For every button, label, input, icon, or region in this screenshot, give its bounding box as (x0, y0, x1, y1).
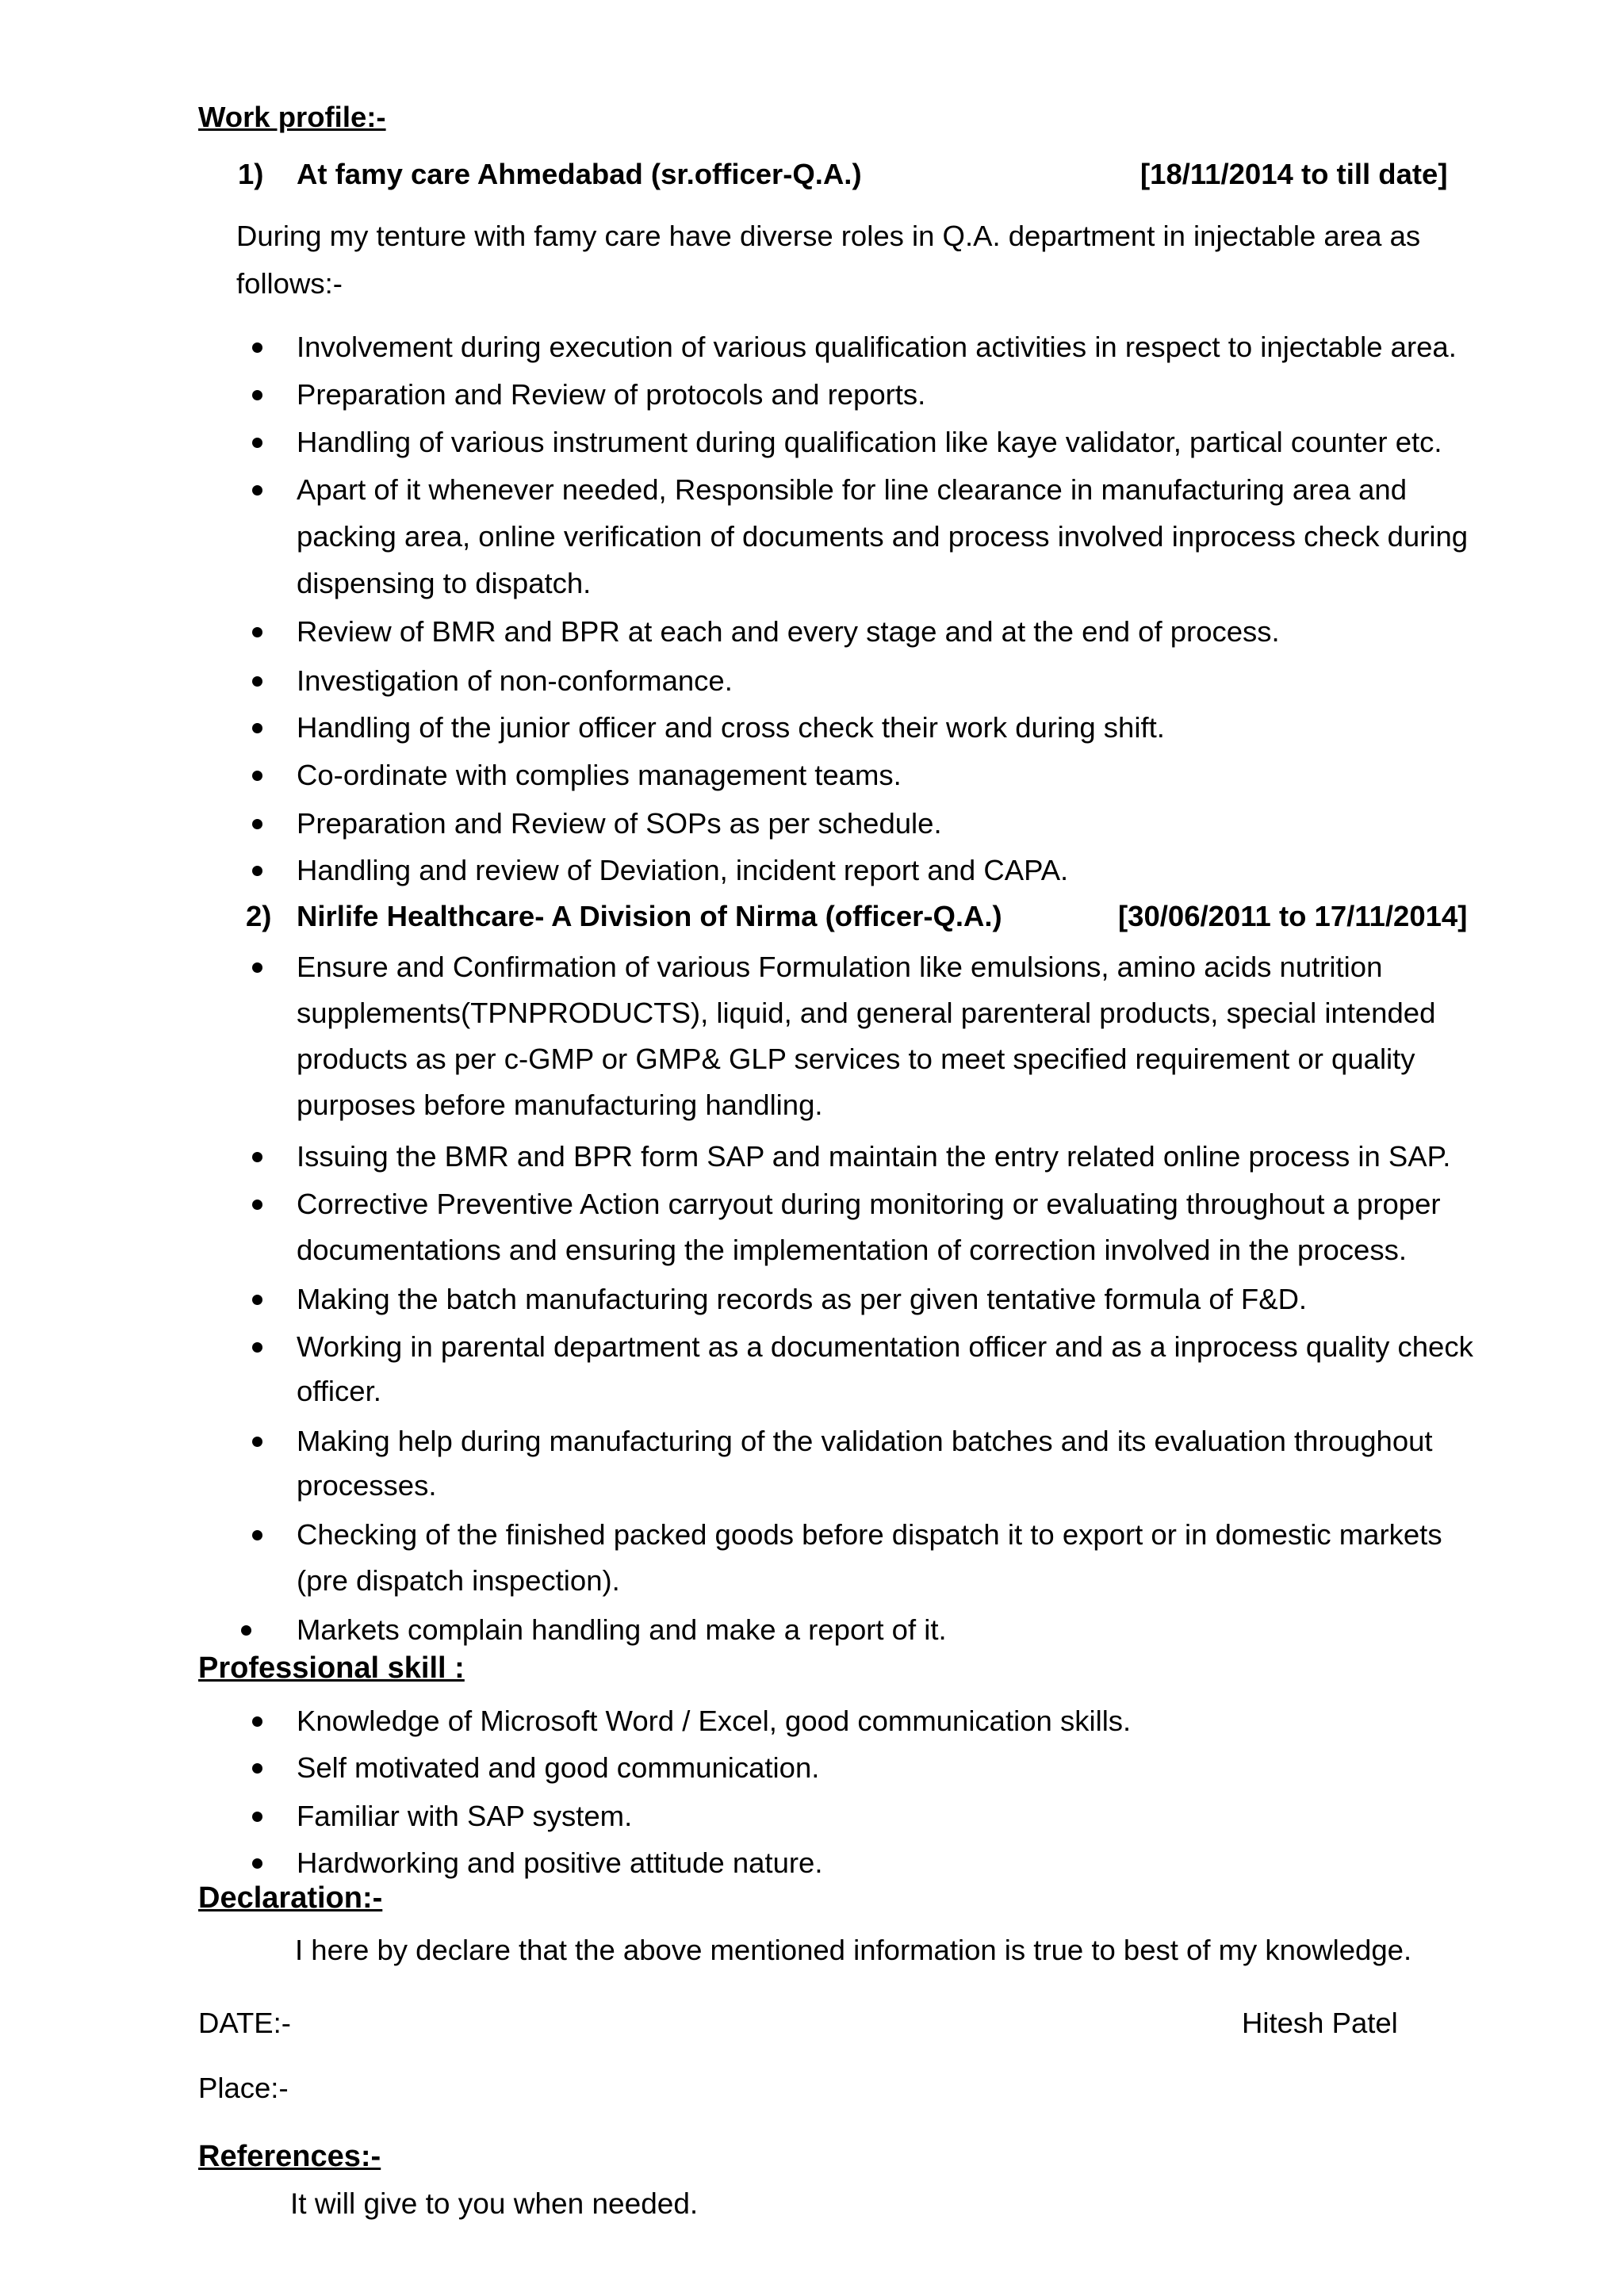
list-item-continuation: dispensing to dispatch. (297, 567, 592, 599)
bullet-icon (252, 438, 262, 448)
job2-title: Nirlife Healthcare- A Division of Nirma (officer-Q.A.) (297, 900, 1002, 932)
job1-intro-line2: follows:- (236, 267, 343, 300)
bullet-icon (252, 1437, 262, 1447)
bullet-icon (252, 1812, 262, 1822)
bullet-icon (252, 962, 262, 973)
list-item: Handling of the junior officer and cross check their work during shift. (297, 711, 1165, 744)
bullet-icon (252, 1530, 262, 1540)
bullet-icon (252, 676, 262, 687)
bullet-icon (252, 1200, 262, 1210)
job1-dates: [18/11/2014 to till date] (1140, 158, 1448, 190)
job2-number: 2) (246, 900, 272, 932)
declaration-text: I here by declare that the above mentioned information is true to best of my knowledge. (295, 1934, 1412, 1966)
declaration-heading: Declaration:- (198, 1881, 383, 1915)
bullet-icon (252, 342, 262, 353)
bullet-icon (252, 1295, 262, 1305)
bullet-icon (252, 485, 262, 496)
list-item-continuation: (pre dispatch inspection). (297, 1564, 620, 1597)
professional-skill-heading: Professional skill : (198, 1651, 465, 1685)
list-item: Preparation and Review of protocols and reports. (297, 378, 926, 411)
list-item-continuation: officer. (297, 1375, 381, 1407)
bullet-icon (252, 1152, 262, 1162)
bullet-icon (252, 1342, 262, 1353)
list-item: Checking of the finished packed goods before dispatch it to export or in domestic markets (297, 1518, 1442, 1551)
list-item: Investigation of non-conformance. (297, 664, 733, 697)
bullet-icon (252, 1716, 262, 1727)
list-item: Familiar with SAP system. (297, 1800, 633, 1832)
place-label: Place:- (198, 2072, 289, 2104)
list-item: Issuing the BMR and BPR form SAP and maintain the entry related online process in SAP. (297, 1140, 1451, 1173)
job1-number: 1) (238, 158, 264, 190)
list-item: Involvement during execution of various qualification activities in respect to injectable area. (297, 331, 1457, 363)
list-item-continuation: supplements(TPNPRODUCTS), liquid, and general parenteral products, special intended (297, 997, 1436, 1029)
list-item: Ensure and Confirmation of various Formulation like emulsions, amino acids nutrition (297, 951, 1383, 983)
bullet-icon (252, 866, 262, 876)
job2-dates: [30/06/2011 to 17/11/2014] (1118, 900, 1468, 932)
list-item-continuation: documentations and ensuring the implementation of correction involved in the process. (297, 1234, 1407, 1266)
bullet-icon (241, 1625, 251, 1636)
list-item: Making the batch manufacturing records as per given tentative formula of F&D. (297, 1283, 1308, 1315)
list-item: Handling of various instrument during qualification like kaye validator, partical counter etc. (297, 426, 1442, 458)
job1-intro-line1: During my tenture with famy care have diverse roles in Q.A. department in injectable area as (236, 220, 1421, 252)
list-item: Hardworking and positive attitude nature. (297, 1846, 823, 1879)
job1-title: At famy care Ahmedabad (sr.officer-Q.A.) (297, 158, 862, 190)
list-item-continuation: products as per c-GMP or GMP& GLP services to meet specified requirement or quality (297, 1043, 1415, 1075)
list-item: Preparation and Review of SOPs as per schedule. (297, 807, 942, 840)
bullet-icon (252, 771, 262, 781)
list-item-continuation: processes. (297, 1469, 437, 1502)
bullet-icon (252, 390, 262, 400)
date-label: DATE:- (198, 2007, 291, 2039)
work-profile-heading: Work profile:- (198, 101, 386, 133)
references-text: It will give to you when needed. (290, 2187, 699, 2220)
list-item: Review of BMR and BPR at each and every stage and at the end of process. (297, 615, 1280, 648)
list-item: Markets complain handling and make a report of it. (297, 1613, 947, 1646)
list-item-continuation: purposes before manufacturing handling. (297, 1089, 823, 1121)
bullet-icon (252, 723, 262, 733)
bullet-icon (252, 627, 262, 637)
list-item: Making help during manufacturing of the validation batches and its evaluation throughout (297, 1425, 1433, 1457)
list-item: Knowledge of Microsoft Word / Excel, good communication skills. (297, 1705, 1132, 1737)
bullet-icon (252, 819, 262, 829)
list-item-continuation: packing area, online verification of documents and process involved inprocess check during (297, 520, 1469, 553)
list-item: Corrective Preventive Action carryout during monitoring or evaluating throughout a proper (297, 1188, 1441, 1220)
references-heading: References:- (198, 2140, 381, 2173)
bullet-icon (252, 1763, 262, 1774)
bullet-icon (252, 1858, 262, 1869)
list-item: Co-ordinate with complies management teams. (297, 759, 902, 791)
list-item: Handling and review of Deviation, incident report and CAPA. (297, 854, 1069, 886)
list-item: Working in parental department as a documentation officer and as a inprocess quality check (297, 1330, 1473, 1363)
list-item: Self motivated and good communication. (297, 1751, 820, 1784)
list-item: Apart of it whenever needed, Responsible for line clearance in manufacturing area and (297, 473, 1408, 506)
signatory-name: Hitesh Patel (1242, 2007, 1398, 2039)
